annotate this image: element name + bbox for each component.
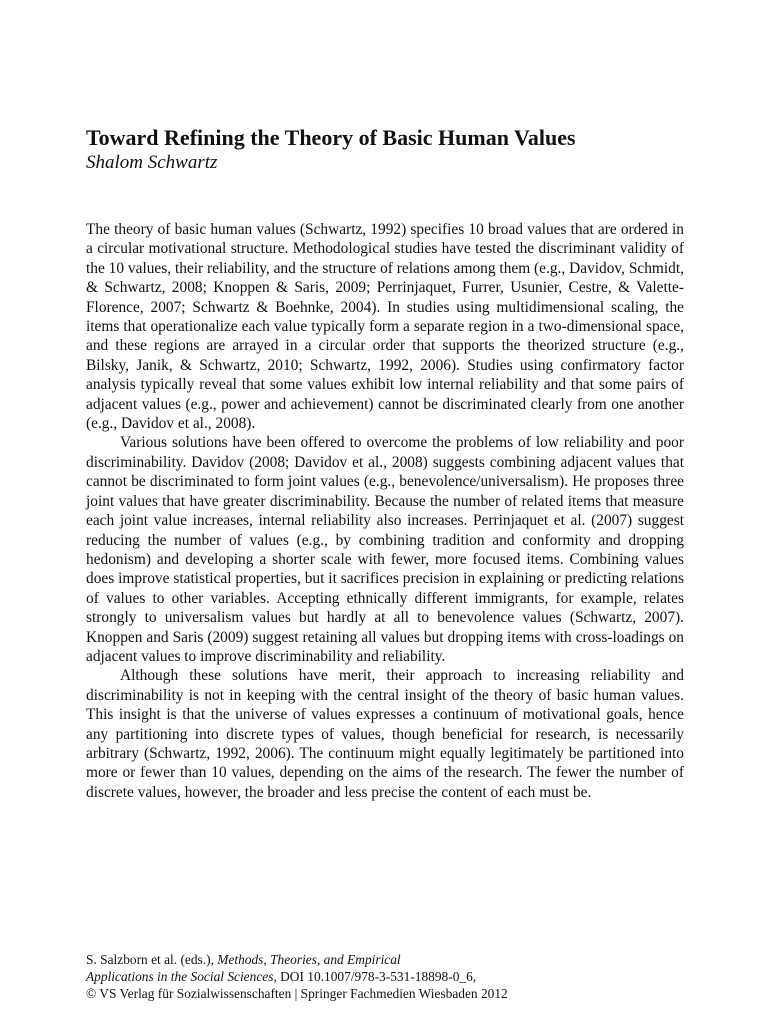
page-content [86,124,684,802]
footer-line-1 [86,951,684,968]
author-name: Shalom Schwartz [86,152,218,173]
footer-line-2 [86,968,684,985]
footer-editors: S. Salzborn et al. (eds.), [86,952,218,967]
body-text [86,220,684,802]
paragraph-2: Various solutions have been offered to overcome the problems of low reliability and poor discriminability. Davidov (2008; Davidov et al., 2008) suggests combining adjacent values that cannot be discriminated to form joint values (e.g., benevolence/universalism). He proposes three joint values that have greater discriminability. Because the number of related items that measure each joint value increases, internal reliability also increases. Perrinjaquet et al. (2007) suggest reducing the number of values (e.g., by combining tradition and conformity and dropping hedonism) and developing a shorter scale with fewer, more focused items. Combining values does improve statistical properties, but it sacrifices precision in explaining or predicting relations of values to other variables. Accepting ethnically different immigrants, for example, relates strongly to universalism values but hardly at all to benevolence values (Schwartz, 2007). Knoppen and Saris (2009) suggest retaining all values but dropping items with cross-loadings on adjacent values to improve discriminability and reliability. [86,434,684,665]
citation-footer [86,951,684,1002]
paragraph-3: Although these solutions have merit, their approach to increasing reliability and discriminability is not in keeping with the central insight of the theory of basic human values. This insight is that the universe of values expresses a continuum of motivational goals, hence any partitioning into discrete types of values, though beneficial for research, is necessarily arbitrary (Schwartz, 1992, 2006). The continuum might equally legitimately be partitioned into more or fewer than 10 values, depending on the aims of the research. The fewer the number of discrete values, however, the broader and less precise the content of each must be. [86,667,684,801]
footer-doi: DOI 10.1007/978-3-531-18898-0_6, [276,969,477,984]
paragraph-1: The theory of basic human values (Schwartz, 1992) specifies 10 broad values that are ordered in a circular motivational structure. Methodological studies have tested the discriminant validity of the 10 values, their reliability, and the structure of relations among them (e.g., Davidov, Schmidt, & Schwartz, 2008; Knoppen & Saris, 2009; Perrinjaquet, Furrer, Usunier, Cestre, & Valette-Florence, 2007; Schwartz & Boehnke, 2004). In studies using multidimensional scaling, the items that operationalize each value typically form a separate region in a two-dimensional space, and these regions are arrayed in a circular order that supports the theorized structure (e.g., Bilsky, Janik, & Schwartz, 2010; Schwartz, 1992, 2006). Studies using confirmatory factor analysis typically reveal that some values exhibit low internal reliability and that some pairs of adjacent values (e.g., power and achievement) cannot be discriminated clearly from one another (e.g., Davidov et al., 2008). [86,221,684,433]
footer-book-title-part-2: Applications in the Social Sciences, [86,969,277,984]
footer-copyright: © VS Verlag für Sozialwissenschaften | Springer Fachmedien Wiesbaden 2012 [86,986,508,1001]
chapter-title: Toward Refining the Theory of Basic Human Values [86,125,576,150]
footer-book-title-part-1: Methods, Theories, and Empirical [217,952,401,967]
